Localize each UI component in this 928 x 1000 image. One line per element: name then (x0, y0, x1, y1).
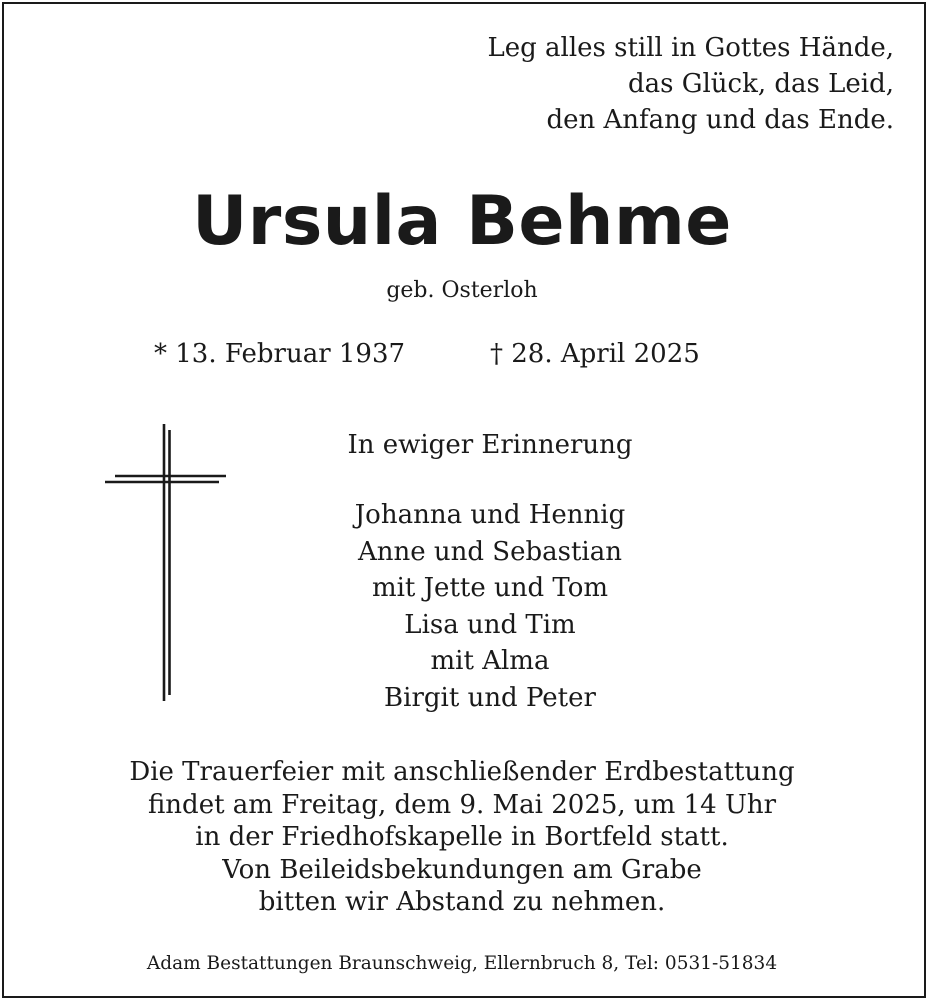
family-list (300, 497, 680, 717)
family-member: Johanna und Hennig (354, 500, 626, 530)
family-member: Lisa und Tim (404, 609, 576, 640)
death-date: † 28. April 2025 (490, 339, 700, 369)
ceremony-line: Von Beileidsbekundungen am Grabe (222, 854, 702, 885)
memory-line: In ewiger Erinnerung (347, 430, 633, 460)
motto-line: den Anfang und das Ende. (546, 105, 894, 135)
family-member: mit Alma (430, 646, 550, 677)
motto-line: Leg alles still in Gottes Hände, (487, 33, 894, 63)
family-member: mit Jette und Tom (371, 573, 609, 604)
cross-icon (100, 420, 230, 710)
motto-verse (487, 30, 894, 138)
motto-line: das Glück, das Leid, (627, 69, 894, 99)
ceremony-line: bitten wir Abstand zu nehmen. (258, 887, 666, 917)
ceremony-line: findet am Freitag, dem 9. Mai 2025, um 14 Uhr (147, 789, 777, 820)
family-member: Anne und Sebastian (357, 536, 622, 567)
ceremony-line: in der Friedhofskapelle in Bortfeld statt. (195, 822, 729, 852)
undertaker-footer: Adam Bestattungen Braunschweig, Ellernbruch 8, Tel: 0531-51834 (146, 953, 778, 974)
birth-date: * 13. Februar 1937 (154, 339, 406, 369)
ceremony-line: Die Trauerfeier mit anschließender Erdbestattung (129, 757, 795, 787)
deceased-name: Ursula Behme (192, 182, 732, 261)
family-member: Birgit und Peter (384, 682, 596, 713)
ceremony-info (0, 756, 924, 919)
maiden-name: geb. Osterloh (386, 278, 538, 303)
